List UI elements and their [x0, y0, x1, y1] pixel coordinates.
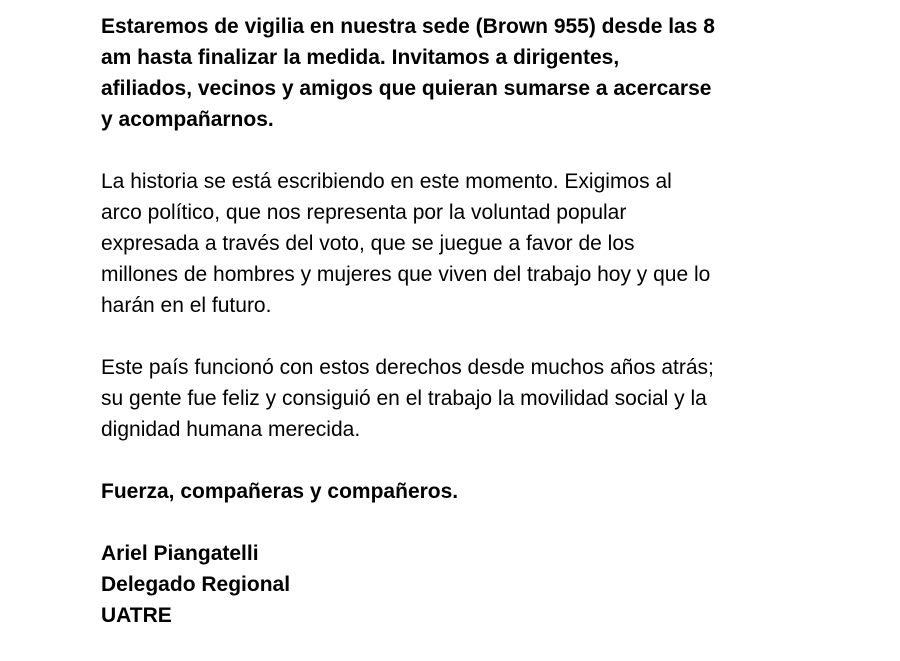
paragraph-history — [101, 166, 801, 321]
signature-organization: UATRE — [101, 604, 172, 627]
text-line: dignidad humana merecida. — [101, 418, 361, 441]
text-line: y acompañarnos. — [101, 108, 274, 131]
signature-name: Ariel Piangatelli — [101, 542, 259, 565]
text-line: millones de hombres y mujeres que viven del trabajo hoy y que lo — [101, 263, 711, 286]
signature-role: Delegado Regional — [101, 573, 291, 596]
text-line: afiliados, vecinos y amigos que quieran sumarse a acercarse — [101, 77, 712, 100]
document-body — [101, 11, 801, 631]
closing-text: Fuerza, compañeras y compañeros. — [101, 480, 459, 503]
closing-salutation — [101, 476, 801, 507]
paragraph-country-rights — [101, 352, 801, 445]
signature-block — [101, 538, 801, 631]
text-line: harán en el futuro. — [101, 294, 272, 317]
text-line: am hasta finalizar la medida. Invitamos a dirigentes, — [101, 46, 620, 69]
text-line: expresada a través del voto, que se juegue a favor de los — [101, 232, 635, 255]
text-line: su gente fue feliz y consiguió en el trabajo la movilidad social y la — [101, 387, 707, 410]
paragraph-vigil-announcement — [101, 11, 801, 135]
text-line: Estaremos de vigilia en nuestra sede (Brown 955) desde las 8 — [101, 15, 715, 38]
text-line: La historia se está escribiendo en este momento. Exigimos al — [101, 170, 672, 193]
text-line: Este país funcionó con estos derechos desde muchos años atrás; — [101, 356, 714, 379]
text-line: arco político, que nos representa por la voluntad popular — [101, 201, 627, 224]
